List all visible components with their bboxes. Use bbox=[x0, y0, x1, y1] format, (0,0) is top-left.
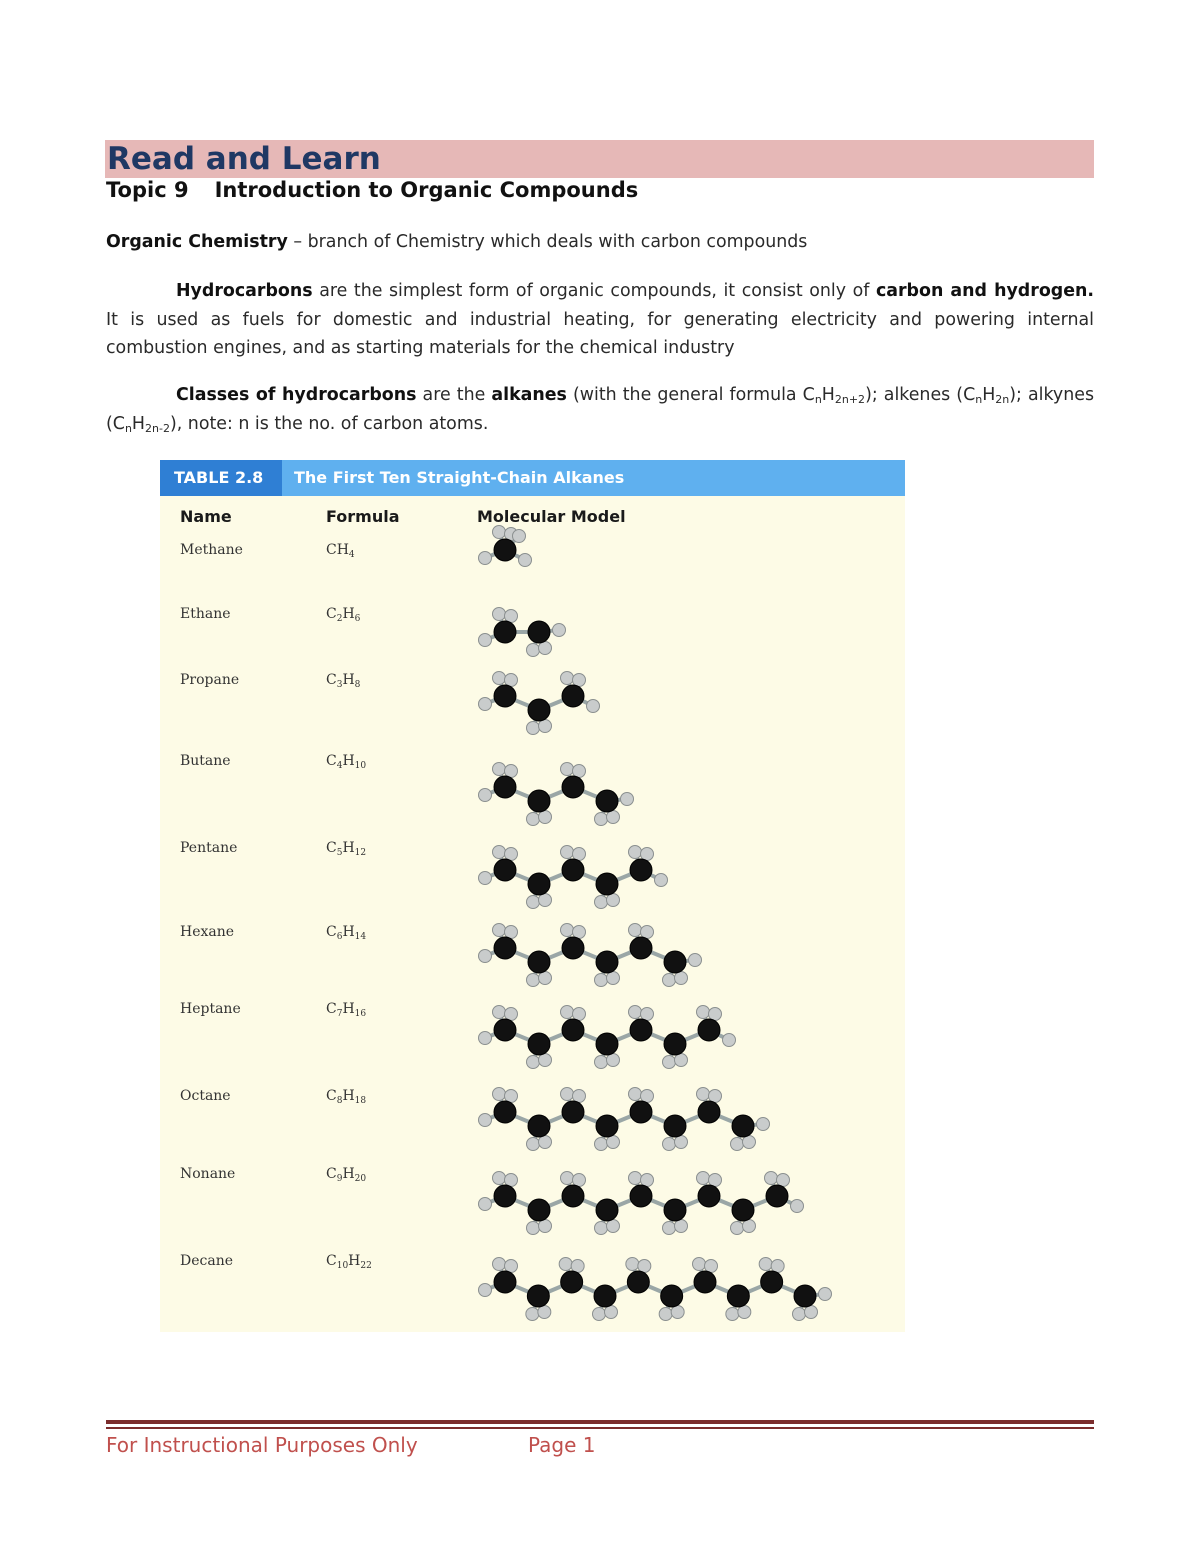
hydrogen-atom bbox=[743, 1220, 756, 1233]
hydrogen-atom bbox=[709, 1008, 722, 1021]
formula-part: 22 bbox=[360, 1261, 372, 1271]
classes-text: are the bbox=[416, 385, 492, 405]
hydrogen-atom bbox=[573, 926, 586, 939]
carbon-atom bbox=[732, 1115, 754, 1137]
hydrogen-atom bbox=[607, 972, 620, 985]
classes-text: ); alkenes (C bbox=[865, 385, 976, 405]
carbon-atom bbox=[494, 1271, 516, 1293]
formula-part: H bbox=[342, 672, 355, 688]
formula-part: 8 bbox=[354, 680, 361, 690]
hydrogen-atom bbox=[539, 1054, 552, 1067]
hydrocarbons-paragraph bbox=[106, 277, 1094, 363]
carbon-atom bbox=[528, 1115, 550, 1137]
hydrogen-atom bbox=[505, 765, 518, 778]
hydrocarbons-bold: carbon and hydrogen. bbox=[875, 281, 1094, 301]
alkane-name: Decane bbox=[180, 1253, 233, 1269]
hydrogen-atom bbox=[493, 924, 506, 937]
carbon-atom bbox=[494, 1101, 516, 1123]
formula-part: 8 bbox=[336, 1096, 343, 1106]
hydrogen-atom bbox=[655, 874, 668, 887]
carbon-atom bbox=[494, 539, 516, 561]
subscript: 2n-2 bbox=[145, 421, 170, 435]
carbon-atom bbox=[698, 1101, 720, 1123]
carbon-atom bbox=[494, 1019, 516, 1041]
carbon-atom bbox=[594, 1285, 616, 1307]
hydrogen-atom bbox=[723, 1034, 736, 1047]
classes-text: H bbox=[131, 413, 145, 434]
carbon-atom bbox=[698, 1185, 720, 1207]
hydrogen-atom bbox=[587, 700, 600, 713]
formula-part: C bbox=[326, 1001, 337, 1017]
carbon-atom bbox=[562, 776, 584, 798]
hydrogen-atom bbox=[493, 1172, 506, 1185]
hydrogen-atom bbox=[663, 1222, 676, 1235]
hydrogen-atom bbox=[561, 763, 574, 776]
carbon-atom bbox=[630, 1019, 652, 1041]
carbon-atom bbox=[596, 790, 618, 812]
formula-part: C bbox=[326, 753, 337, 769]
classes-text: H bbox=[821, 385, 835, 405]
definition-text: – branch of Chemistry which deals with carbon compounds bbox=[287, 232, 808, 252]
column-header-formula: Formula bbox=[326, 507, 400, 526]
hydrogen-atom bbox=[629, 1088, 642, 1101]
hydrogen-atom bbox=[595, 896, 608, 909]
formula-part: 9 bbox=[336, 1174, 343, 1184]
hydrogen-atom bbox=[539, 720, 552, 733]
hydrogen-atom bbox=[605, 1306, 618, 1319]
hydrogen-atom bbox=[479, 698, 492, 711]
alkane-name: Pentane bbox=[180, 840, 238, 856]
hydrogen-atom bbox=[527, 644, 540, 657]
hydrogen-atom bbox=[539, 642, 552, 655]
formula-part: 10 bbox=[336, 1261, 349, 1271]
hydrogen-atom bbox=[505, 848, 518, 861]
carbon-atom bbox=[694, 1271, 716, 1293]
carbon-atom bbox=[528, 873, 550, 895]
carbon-atom bbox=[698, 1019, 720, 1041]
formula-part: 18 bbox=[354, 1096, 367, 1106]
hydrogen-atom bbox=[607, 1220, 620, 1233]
hydrogen-atom bbox=[539, 1136, 552, 1149]
carbon-atom bbox=[596, 873, 618, 895]
carbon-atom bbox=[528, 790, 550, 812]
hydrogen-atom bbox=[743, 1136, 756, 1149]
hydrogen-atom bbox=[561, 1006, 574, 1019]
hydrogen-atom bbox=[607, 894, 620, 907]
carbon-atom bbox=[494, 859, 516, 881]
carbon-atom bbox=[528, 621, 550, 643]
hydrogen-atom bbox=[675, 972, 688, 985]
hydrogen-atom bbox=[479, 1284, 492, 1297]
carbon-atom bbox=[494, 776, 516, 798]
hydrogen-atom bbox=[561, 924, 574, 937]
formula-part: H bbox=[342, 1001, 355, 1017]
carbon-atom bbox=[494, 937, 516, 959]
column-header-model: Molecular Model bbox=[477, 507, 626, 526]
formula-part: 10 bbox=[354, 761, 367, 771]
hydrogen-atom bbox=[726, 1308, 739, 1321]
carbon-atom bbox=[630, 859, 652, 881]
carbon-atom bbox=[528, 699, 550, 721]
carbon-atom bbox=[664, 951, 686, 973]
hydrogen-atom bbox=[505, 1174, 518, 1187]
hydrogen-atom bbox=[607, 811, 620, 824]
hydrogen-atom bbox=[493, 526, 506, 539]
hydrocarbons-text-2: It is used as fuels for domestic and industrial heating, for generating electricity and powering internal combustion engines, and as starting materials for the chemical industry bbox=[106, 309, 1094, 358]
hydrogen-atom bbox=[663, 1138, 676, 1151]
hydrogen-atom bbox=[791, 1200, 804, 1213]
hydrogen-atom bbox=[505, 1260, 518, 1273]
hydrogen-atom bbox=[626, 1258, 639, 1271]
alkane-name: Nonane bbox=[180, 1166, 236, 1182]
hydrogen-atom bbox=[573, 1090, 586, 1103]
carbon-atom bbox=[494, 1185, 516, 1207]
hydrogen-atom bbox=[709, 1174, 722, 1187]
hydrogen-atom bbox=[671, 1306, 684, 1319]
hydrogen-atom bbox=[505, 1008, 518, 1021]
hydrocarbons-text-1: are the simplest form of organic compounds, it consist only of bbox=[312, 281, 876, 301]
hydrogen-atom bbox=[513, 530, 526, 543]
hydrogen-atom bbox=[629, 846, 642, 859]
hydrogen-atom bbox=[573, 1008, 586, 1021]
carbon-atom bbox=[527, 1285, 549, 1307]
formula-part: 12 bbox=[354, 848, 367, 858]
hydrogen-atom bbox=[553, 624, 566, 637]
formula-part: 3 bbox=[336, 680, 343, 690]
hydrogen-atom bbox=[595, 1056, 608, 1069]
hydrogen-atom bbox=[659, 1308, 672, 1321]
hydrogen-atom bbox=[493, 672, 506, 685]
hydrogen-atom bbox=[539, 811, 552, 824]
formula-part: 20 bbox=[354, 1174, 367, 1184]
carbon-atom bbox=[630, 937, 652, 959]
definition-term: Organic Chemistry bbox=[106, 232, 288, 252]
hydrogen-atom bbox=[573, 1174, 586, 1187]
table-label: TABLE 2.8 bbox=[160, 460, 282, 496]
carbon-atom bbox=[562, 937, 584, 959]
hydrogen-atom bbox=[641, 848, 654, 861]
hydrogen-atom bbox=[738, 1306, 751, 1319]
hydrogen-atom bbox=[527, 1138, 540, 1151]
subscript: n bbox=[975, 393, 983, 406]
formula-part: 4 bbox=[336, 761, 343, 771]
formula-part: H bbox=[342, 1166, 355, 1182]
hydrogen-atom bbox=[709, 1090, 722, 1103]
hydrogen-atom bbox=[527, 974, 540, 987]
hydrogen-atom bbox=[505, 926, 518, 939]
carbon-atom bbox=[596, 1033, 618, 1055]
carbon-atom bbox=[528, 1199, 550, 1221]
organic-chemistry-definition bbox=[106, 228, 1094, 257]
hydrogen-atom bbox=[607, 1054, 620, 1067]
hydrogen-atom bbox=[479, 872, 492, 885]
carbon-atom bbox=[630, 1101, 652, 1123]
formula-part: 7 bbox=[336, 1009, 343, 1019]
hydrogen-atom bbox=[538, 1306, 551, 1319]
hydrogen-atom bbox=[819, 1288, 832, 1301]
carbon-atom bbox=[561, 1271, 583, 1293]
hydrogen-atom bbox=[629, 1172, 642, 1185]
formula-part: C bbox=[326, 672, 337, 688]
carbon-atom bbox=[627, 1271, 649, 1293]
formula-part: C bbox=[326, 1253, 337, 1269]
hydrogen-atom bbox=[663, 974, 676, 987]
hydrogen-atom bbox=[759, 1258, 772, 1271]
formula-part: 2 bbox=[336, 614, 343, 624]
carbon-atom bbox=[528, 1033, 550, 1055]
subscript: 2n bbox=[995, 393, 1010, 406]
carbon-atom bbox=[727, 1285, 749, 1307]
carbon-atom bbox=[732, 1199, 754, 1221]
hydrogen-atom bbox=[629, 1006, 642, 1019]
subscript: n bbox=[124, 421, 132, 435]
formula-part: C bbox=[326, 1166, 337, 1182]
hydrogen-atom bbox=[493, 1258, 506, 1271]
hydrogen-atom bbox=[641, 1090, 654, 1103]
hydrogen-atom bbox=[638, 1260, 651, 1273]
hydrogen-atom bbox=[805, 1306, 818, 1319]
hydrogen-atom bbox=[527, 813, 540, 826]
hydrogen-atom bbox=[571, 1260, 584, 1273]
carbon-atom bbox=[562, 859, 584, 881]
formula-part: CH bbox=[326, 542, 349, 558]
hydrogen-atom bbox=[561, 846, 574, 859]
hydrogen-atom bbox=[621, 793, 634, 806]
subscript: 2n+2 bbox=[834, 393, 866, 406]
carbon-atom bbox=[664, 1033, 686, 1055]
hydrogen-atom bbox=[573, 848, 586, 861]
hydrogen-atom bbox=[765, 1172, 778, 1185]
formula-part: C bbox=[326, 924, 337, 940]
carbon-atom bbox=[761, 1271, 783, 1293]
hydrogen-atom bbox=[479, 789, 492, 802]
carbon-atom bbox=[596, 951, 618, 973]
topic-number: Topic 9 bbox=[106, 178, 189, 202]
formula-part: 6 bbox=[354, 614, 361, 624]
alkane-name: Hexane bbox=[180, 924, 235, 940]
formula-part: 4 bbox=[348, 550, 355, 560]
formula-part: C bbox=[326, 1088, 337, 1104]
formula-part: H bbox=[348, 1253, 361, 1269]
classes-text: H bbox=[982, 385, 996, 405]
carbon-atom bbox=[794, 1285, 816, 1307]
formula-part: H bbox=[342, 840, 355, 856]
classes-term: Classes of hydrocarbons bbox=[176, 385, 417, 405]
footer-rule bbox=[106, 1420, 1094, 1424]
formula-part: H bbox=[342, 753, 355, 769]
hydrogen-atom bbox=[505, 610, 518, 623]
alkane-name: Ethane bbox=[180, 606, 231, 622]
carbon-atom bbox=[596, 1115, 618, 1137]
hydrogen-atom bbox=[573, 765, 586, 778]
hydrogen-atom bbox=[573, 674, 586, 687]
carbon-atom bbox=[562, 1019, 584, 1041]
hydrogen-atom bbox=[539, 972, 552, 985]
hydrogen-atom bbox=[675, 1220, 688, 1233]
hydrogen-atom bbox=[641, 926, 654, 939]
hydrogen-atom bbox=[479, 1198, 492, 1211]
hydrogen-atom bbox=[595, 974, 608, 987]
hydrogen-atom bbox=[641, 1008, 654, 1021]
carbon-atom bbox=[562, 685, 584, 707]
classes-text: ); alkynes (C bbox=[106, 385, 1094, 434]
hydrocarbons-term: Hydrocarbons bbox=[176, 281, 313, 301]
formula-part: 5 bbox=[336, 848, 343, 858]
hydrogen-atom bbox=[479, 950, 492, 963]
classes-paragraph bbox=[106, 381, 1094, 438]
formula-part: C bbox=[326, 606, 337, 622]
hydrogen-atom bbox=[607, 1136, 620, 1149]
carbon-atom bbox=[661, 1285, 683, 1307]
hydrogen-atom bbox=[675, 1136, 688, 1149]
hydrogen-atom bbox=[731, 1138, 744, 1151]
carbon-atom bbox=[630, 1185, 652, 1207]
hydrogen-atom bbox=[595, 813, 608, 826]
formula-part: H bbox=[342, 606, 355, 622]
classes-text: (with the general formula C bbox=[566, 385, 815, 405]
hydrogen-atom bbox=[689, 954, 702, 967]
hydrogen-atom bbox=[493, 763, 506, 776]
hydrogen-atom bbox=[527, 896, 540, 909]
footer-rule-thin bbox=[106, 1427, 1094, 1429]
hydrogen-atom bbox=[479, 634, 492, 647]
hydrogen-atom bbox=[505, 1090, 518, 1103]
hydrogen-atom bbox=[731, 1222, 744, 1235]
hydrogen-atom bbox=[559, 1258, 572, 1271]
hydrogen-atom bbox=[479, 552, 492, 565]
formula-part: 16 bbox=[354, 1009, 367, 1019]
hydrogen-atom bbox=[793, 1308, 806, 1321]
carbon-atom bbox=[562, 1101, 584, 1123]
hydrogen-atom bbox=[479, 1032, 492, 1045]
banner-title: Read and Learn bbox=[107, 141, 381, 177]
hydrogen-atom bbox=[675, 1054, 688, 1067]
alkane-name: Heptane bbox=[180, 1001, 241, 1017]
hydrogen-atom bbox=[539, 1220, 552, 1233]
hydrogen-atom bbox=[539, 894, 552, 907]
hydrogen-atom bbox=[593, 1308, 606, 1321]
hydrogen-atom bbox=[527, 1222, 540, 1235]
hydrogen-atom bbox=[527, 722, 540, 735]
hydrogen-atom bbox=[493, 1088, 506, 1101]
carbon-atom bbox=[596, 1199, 618, 1221]
hydrogen-atom bbox=[595, 1222, 608, 1235]
hydrogen-atom bbox=[479, 1114, 492, 1127]
alkane-name: Butane bbox=[180, 753, 231, 769]
formula-part: 14 bbox=[354, 932, 367, 942]
hydrogen-atom bbox=[493, 608, 506, 621]
topic-title: Introduction to Organic Compounds bbox=[214, 178, 639, 202]
footer-page-number: Page 1 bbox=[528, 1433, 596, 1457]
hydrogen-atom bbox=[693, 1258, 706, 1271]
hydrogen-atom bbox=[663, 1056, 676, 1069]
hydrogen-atom bbox=[561, 1088, 574, 1101]
subscript: n bbox=[814, 393, 822, 406]
carbon-atom bbox=[528, 951, 550, 973]
section-banner bbox=[105, 140, 1094, 178]
carbon-atom bbox=[664, 1115, 686, 1137]
alkanes-term: alkanes bbox=[491, 385, 567, 405]
carbon-atom bbox=[494, 621, 516, 643]
alkane-name: Methane bbox=[180, 542, 243, 558]
hydrogen-atom bbox=[526, 1308, 539, 1321]
carbon-atom bbox=[664, 1199, 686, 1221]
hydrogen-atom bbox=[641, 1174, 654, 1187]
topic-heading bbox=[106, 178, 638, 202]
classes-text: ), note: n is the no. of carbon atoms. bbox=[169, 413, 489, 434]
hydrogen-atom bbox=[697, 1088, 710, 1101]
hydrogen-atom bbox=[629, 924, 642, 937]
column-header-name: Name bbox=[180, 507, 232, 526]
hydrogen-atom bbox=[527, 1056, 540, 1069]
carbon-atom bbox=[766, 1185, 788, 1207]
hydrogen-atom bbox=[561, 1172, 574, 1185]
alkane-name: Octane bbox=[180, 1088, 231, 1104]
hydrogen-atom bbox=[493, 846, 506, 859]
formula-part: 6 bbox=[336, 932, 343, 942]
hydrogen-atom bbox=[771, 1260, 784, 1273]
carbon-atom bbox=[562, 1185, 584, 1207]
carbon-atom bbox=[494, 685, 516, 707]
hydrogen-atom bbox=[493, 1006, 506, 1019]
formula-part: C bbox=[326, 840, 337, 856]
hydrogen-atom bbox=[595, 1138, 608, 1151]
alkane-name: Propane bbox=[180, 672, 240, 688]
hydrogen-atom bbox=[777, 1174, 790, 1187]
hydrogen-atom bbox=[697, 1006, 710, 1019]
alkanes-table-figure bbox=[160, 460, 905, 1332]
formula-part: H bbox=[342, 924, 355, 940]
hydrogen-atom bbox=[705, 1260, 718, 1273]
hydrogen-atom bbox=[757, 1118, 770, 1131]
formula-part: H bbox=[342, 1088, 355, 1104]
table-title: The First Ten Straight-Chain Alkanes bbox=[282, 460, 905, 496]
molecular-models bbox=[160, 460, 905, 1332]
footer-disclaimer: For Instructional Purposes Only bbox=[106, 1433, 418, 1457]
hydrogen-atom bbox=[697, 1172, 710, 1185]
hydrogen-atom bbox=[561, 672, 574, 685]
hydrogen-atom bbox=[505, 674, 518, 687]
hydrogen-atom bbox=[519, 554, 532, 567]
